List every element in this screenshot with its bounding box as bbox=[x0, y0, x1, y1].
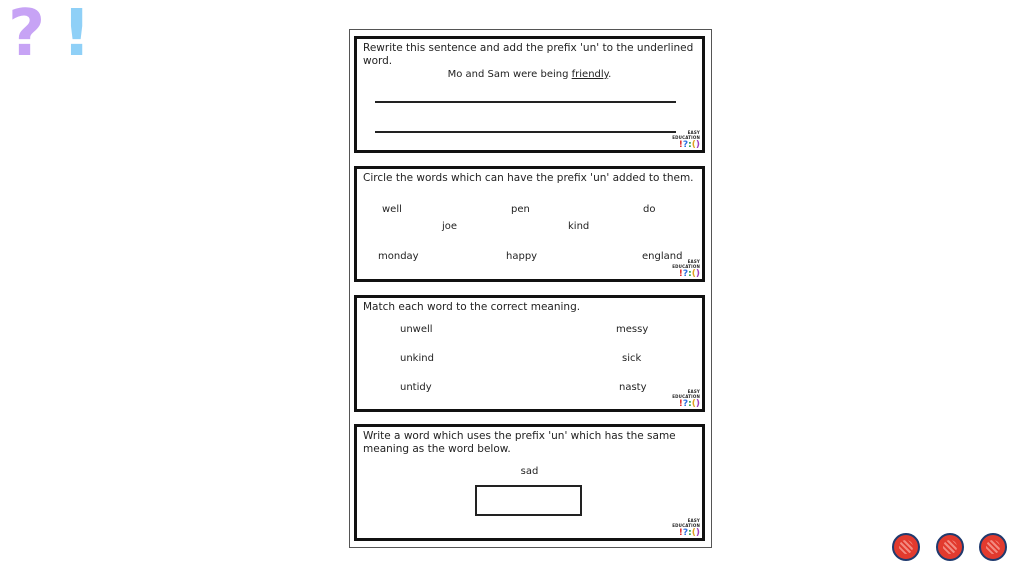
word-option[interactable]: kind bbox=[568, 221, 590, 232]
synonym-word-box bbox=[354, 424, 705, 541]
easy-education-logo bbox=[664, 389, 700, 407]
easy-education-logo bbox=[664, 259, 700, 277]
worksheet bbox=[349, 29, 712, 548]
given-word: sad bbox=[520, 466, 539, 477]
sentence-start: Mo and Sam were being bbox=[447, 69, 572, 80]
circle-words-box bbox=[354, 166, 705, 282]
word-option[interactable]: england bbox=[642, 251, 683, 262]
easy-education-logo bbox=[664, 518, 700, 536]
word-option[interactable]: monday bbox=[378, 251, 419, 262]
rewrite-sentence-box bbox=[354, 36, 705, 153]
logo-symbols: !?:() bbox=[678, 399, 700, 409]
logo-symbols: !?:() bbox=[678, 528, 700, 538]
logo-text: EASY EDUCATION bbox=[672, 130, 700, 140]
slide-dot-3[interactable] bbox=[979, 533, 1007, 561]
logo-symbols: !?:() bbox=[678, 140, 700, 150]
question-text: Write a word which uses the prefix 'un' which has the same meaning as the word below. bbox=[363, 430, 676, 455]
exclamation-mark-decoration: ! bbox=[62, 0, 92, 71]
match-meaning-box bbox=[354, 295, 705, 412]
underlined-word: friendly bbox=[571, 69, 609, 80]
word-option[interactable]: happy bbox=[506, 251, 538, 262]
logo-text: EASY EDUCATION bbox=[672, 518, 700, 528]
answer-box[interactable] bbox=[475, 485, 582, 516]
match-word-left[interactable]: untidy bbox=[400, 382, 432, 393]
word-option[interactable]: pen bbox=[511, 204, 530, 215]
word-option[interactable]: well bbox=[382, 204, 402, 215]
question-text: Circle the words which can have the prefix 'un' added to them. bbox=[363, 172, 694, 184]
logo-symbols: !?:() bbox=[678, 269, 700, 279]
word-option[interactable]: joe bbox=[442, 221, 458, 232]
match-word-right[interactable]: messy bbox=[616, 324, 649, 335]
sentence-end: . bbox=[608, 69, 612, 80]
slide-dot-2[interactable] bbox=[936, 533, 964, 561]
logo-text: EASY EDUCATION bbox=[672, 259, 700, 269]
question-text: Match each word to the correct meaning. bbox=[363, 301, 581, 313]
example-sentence bbox=[357, 69, 702, 80]
easy-education-logo bbox=[664, 130, 700, 148]
logo-text: EASY EDUCATION bbox=[672, 389, 700, 399]
answer-line[interactable] bbox=[375, 131, 676, 133]
match-word-right[interactable]: nasty bbox=[619, 382, 647, 393]
match-word-left[interactable]: unwell bbox=[400, 324, 433, 335]
match-word-left[interactable]: unkind bbox=[400, 353, 434, 364]
question-mark-decoration: ? bbox=[8, 0, 46, 71]
word-option[interactable]: do bbox=[643, 204, 656, 215]
question-text: Rewrite this sentence and add the prefix 'un' to the underlined word. bbox=[363, 42, 694, 67]
slide-dot-1[interactable] bbox=[892, 533, 920, 561]
match-word-right[interactable]: sick bbox=[622, 353, 642, 364]
answer-line[interactable] bbox=[375, 101, 676, 103]
